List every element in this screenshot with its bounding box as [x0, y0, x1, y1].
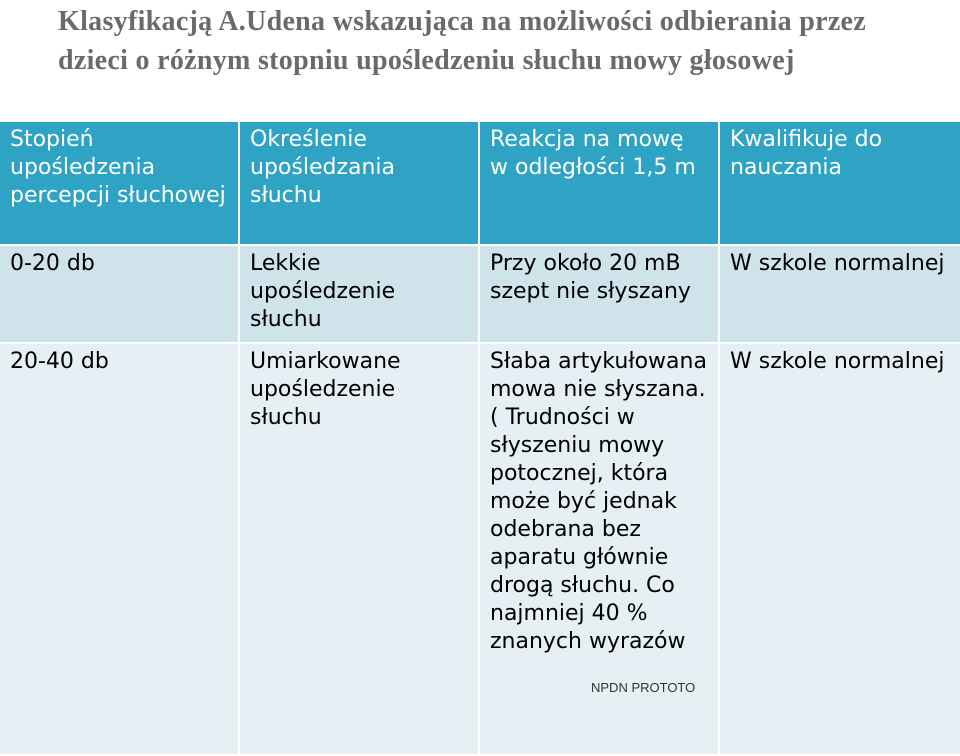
table-row [0, 344, 960, 756]
header-speech-reaction: Reakcja na mowę w odległości 1,5 m [480, 122, 720, 246]
table-header-row [0, 122, 960, 246]
header-degree: Stopień upośledzenia percepcji słuchowej [0, 122, 240, 246]
cell-degree: 0-20 db [0, 246, 240, 344]
header-definition: Określenie upośledzania słuchu [240, 122, 480, 246]
cell-qualification: W szkole normalnej [720, 246, 960, 344]
watermark: NPDN PROTOTO [591, 680, 696, 695]
header-qualification: Kwalifikuje do nauczania [720, 122, 960, 246]
cell-definition: Umiarkowane upośledzenie słuchu [240, 344, 480, 756]
cell-speech-reaction: Przy około 20 mB szept nie słyszany [480, 246, 720, 344]
cell-degree: 20-40 db [0, 344, 240, 756]
slide-title: Klasyfikacją A.Udena wskazująca na możliwości odbierania przez dzieci o różnym stopniu upośledzeniu słuchu mowy głosowej [58, 6, 867, 76]
cell-qualification: W szkole normalnej [720, 344, 960, 756]
hearing-classification-table [0, 122, 960, 756]
cell-speech-reaction: Słaba artykułowana mowa nie słyszana. ( Trudności w słyszeniu mowy potocznej, która może być jednak odebrana bez aparatu głównie drogą słuchu. Co najmniej 40 % znanych wyrazów [480, 344, 720, 756]
table-row [0, 246, 960, 344]
cell-definition: Lekkie upośledzenie słuchu [240, 246, 480, 344]
